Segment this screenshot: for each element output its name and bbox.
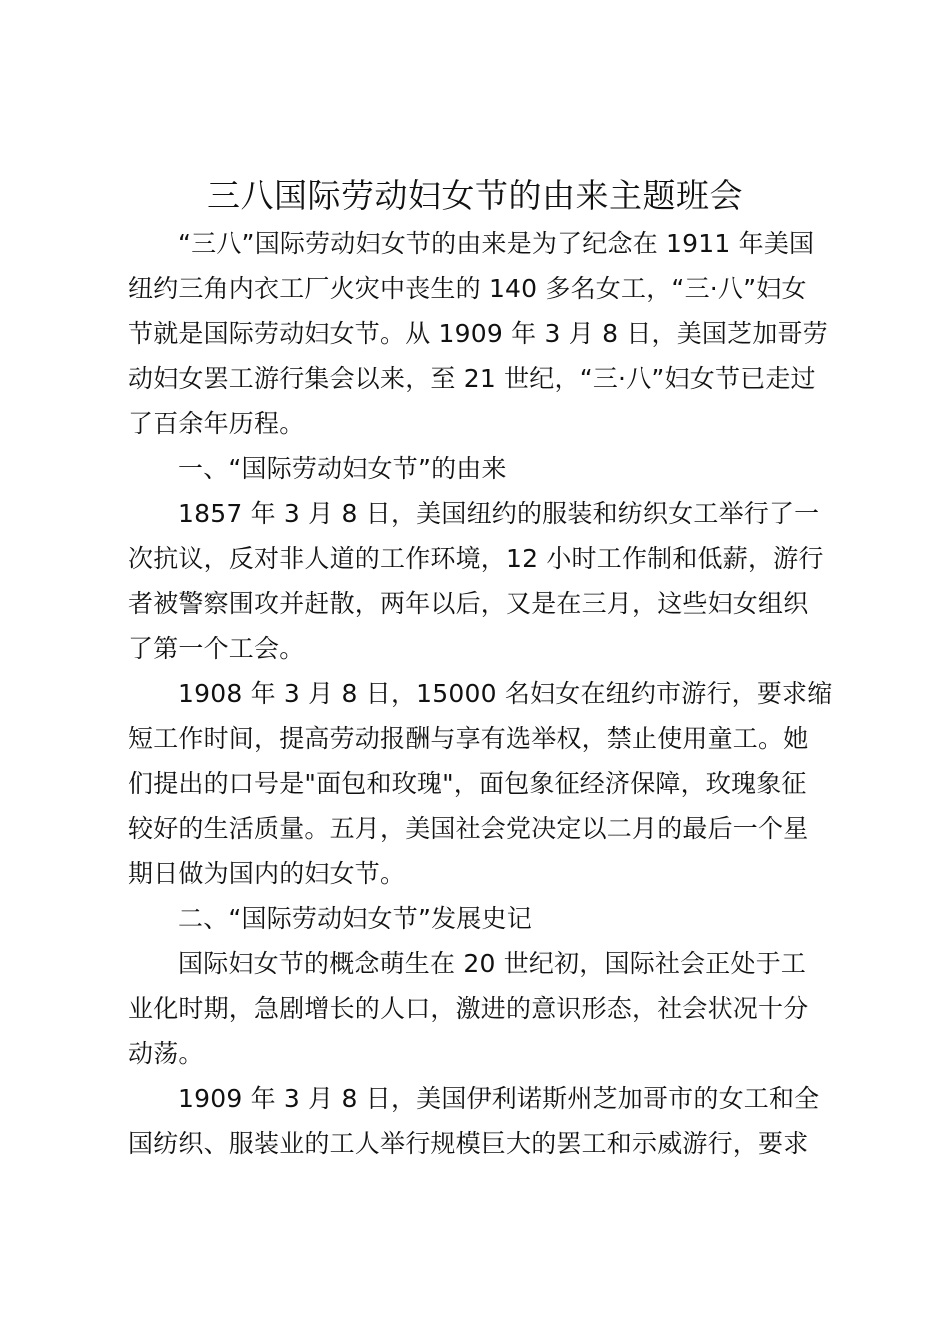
paragraph-line: 纽约三角内衣工厂火灾中丧生的 140 多名女工，“三·八”妇女 — [128, 274, 807, 303]
paragraph-line: 期日做为国内的妇女节。 — [128, 859, 406, 888]
paragraph-line: 了第一个工会。 — [128, 634, 305, 663]
paragraph-line: 1909 年 3 月 8 日，美国伊利诺斯州芝加哥市的女工和全 — [178, 1084, 820, 1113]
paragraph-line: 短工作时间，提高劳动报酬与享有选举权，禁止使用童工。她 — [128, 724, 809, 753]
paragraph-line: 业化时期，急剧增长的人口，激进的意识形态，社会状况十分 — [128, 994, 809, 1023]
paragraph-line: 了百余年历程。 — [128, 409, 305, 438]
document-title: 三八国际劳动妇女节的由来主题班会 — [207, 176, 743, 215]
paragraph-line: 们提出的口号是"面包和玫瑰"，面包象征经济保障，玫瑰象征 — [128, 769, 807, 798]
paragraph-line: 国际妇女节的概念萌生在 20 世纪初，国际社会正处于工 — [178, 949, 807, 978]
paragraph-line: “三八”国际劳动妇女节的由来是为了纪念在 1911 年美国 — [178, 229, 815, 258]
paragraph-line: 动荡。 — [128, 1039, 204, 1068]
paragraph-line: 1857 年 3 月 8 日，美国纽约的服装和纺织女工举行了一 — [178, 499, 820, 528]
paragraph-line: 国纺织、服装业的工人举行规模巨大的罢工和示威游行，要求 — [128, 1129, 809, 1158]
section-heading: 一、“国际劳动妇女节”的由来 — [178, 454, 507, 483]
paragraph-line: 动妇女罢工游行集会以来，至 21 世纪，“三·八”妇女节已走过 — [128, 364, 816, 393]
paragraph-line: 次抗议，反对非人道的工作环境，12 小时工作制和低薪，游行 — [128, 544, 824, 573]
paragraph-line: 1908 年 3 月 8 日，15000 名妇女在纽约市游行，要求缩 — [178, 679, 833, 708]
paragraph-line: 者被警察围攻并赶散，两年以后，又是在三月，这些妇女组织 — [128, 589, 809, 618]
section-heading: 二、“国际劳动妇女节”发展史记 — [178, 904, 532, 933]
paragraph-line: 较好的生活质量。五月，美国社会党决定以二月的最后一个星 — [128, 814, 809, 843]
paragraph-line: 节就是国际劳动妇女节。从 1909 年 3 月 8 日，美国芝加哥劳 — [128, 319, 828, 348]
